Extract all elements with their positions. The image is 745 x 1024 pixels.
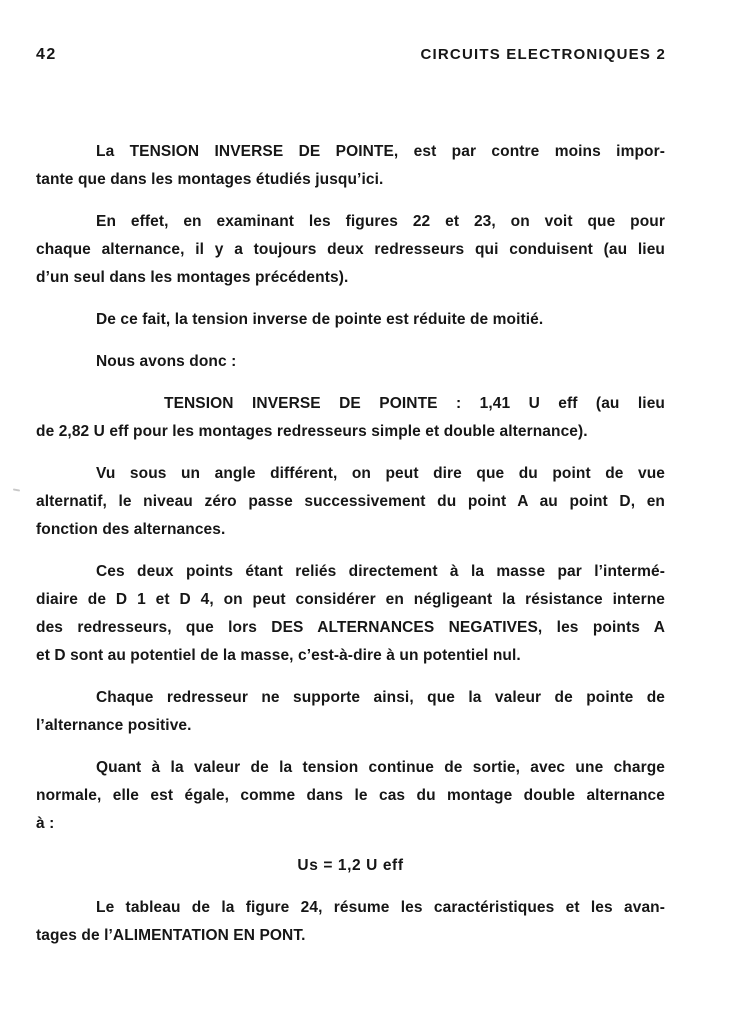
paragraph xyxy=(36,684,665,740)
paragraph xyxy=(36,460,665,544)
paragraph xyxy=(36,348,665,376)
text-line: TENSION INVERSE DE POINTE : 1,41 U eff (au lieu xyxy=(164,395,665,412)
text-line: diaire de D 1 et D 4, on peut considérer en négligeant la résistance interne xyxy=(36,591,665,608)
paragraph xyxy=(36,138,665,194)
running-header xyxy=(36,46,666,64)
text-line: Quant à la valeur de la tension continue de sortie, avec une charge xyxy=(96,759,665,776)
text-line: des redresseurs, que lors DES ALTERNANCES NEGATIVES, les points A xyxy=(36,619,665,636)
text-body xyxy=(36,138,665,950)
text-line: tages de l’ALIMENTATION EN PONT. xyxy=(36,927,306,944)
text-line: et D sont au potentiel de la masse, c’est-à-dire à un potentiel nul. xyxy=(36,647,521,664)
paragraph xyxy=(36,558,665,670)
paragraph xyxy=(36,390,665,446)
text-line: chaque alternance, il y a toujours deux redresseurs qui conduisent (au lieu xyxy=(36,241,665,258)
text-line: Chaque redresseur ne supporte ainsi, que la valeur de pointe de xyxy=(96,689,665,706)
page-number: 42 xyxy=(36,46,57,63)
text-line: Vu sous un angle différent, on peut dire que du point de vue xyxy=(96,465,665,482)
paragraph xyxy=(36,894,665,950)
text-line: La TENSION INVERSE DE POINTE, est par contre moins impor- xyxy=(96,143,665,160)
text-line: De ce fait, la tension inverse de pointe est réduite de moitié. xyxy=(96,311,544,328)
text-line: alternatif, le niveau zéro passe successivement du point A au point D, en xyxy=(36,493,665,510)
text-line: fonction des alternances. xyxy=(36,521,226,538)
formula xyxy=(36,852,665,880)
text-line: l’alternance positive. xyxy=(36,717,192,734)
text-line: En effet, en examinant les figures 22 et 23, on voit que pour xyxy=(96,213,665,230)
text-line: de 2,82 U eff pour les montages redresseurs simple et double alternance). xyxy=(36,423,588,440)
scan-artifact-mark xyxy=(13,488,20,491)
paragraph xyxy=(36,306,665,334)
paragraph xyxy=(36,208,665,292)
text-line: normale, elle est égale, comme dans le cas du montage double alternance xyxy=(36,787,665,804)
text-line: Ces deux points étant reliés directement à la masse par l’intermé- xyxy=(96,563,665,580)
running-title: CIRCUITS ELECTRONIQUES 2 xyxy=(420,46,666,63)
text-line: Nous avons donc : xyxy=(96,353,237,370)
text-line: Us = 1,2 U eff xyxy=(297,857,404,874)
text-line: tante que dans les montages étudiés jusqu’ici. xyxy=(36,171,384,188)
text-line: à : xyxy=(36,815,55,832)
text-line: Le tableau de la figure 24, résume les caractéristiques et les avan- xyxy=(96,899,665,916)
text-line: d’un seul dans les montages précédents). xyxy=(36,269,349,286)
paragraph xyxy=(36,754,665,838)
